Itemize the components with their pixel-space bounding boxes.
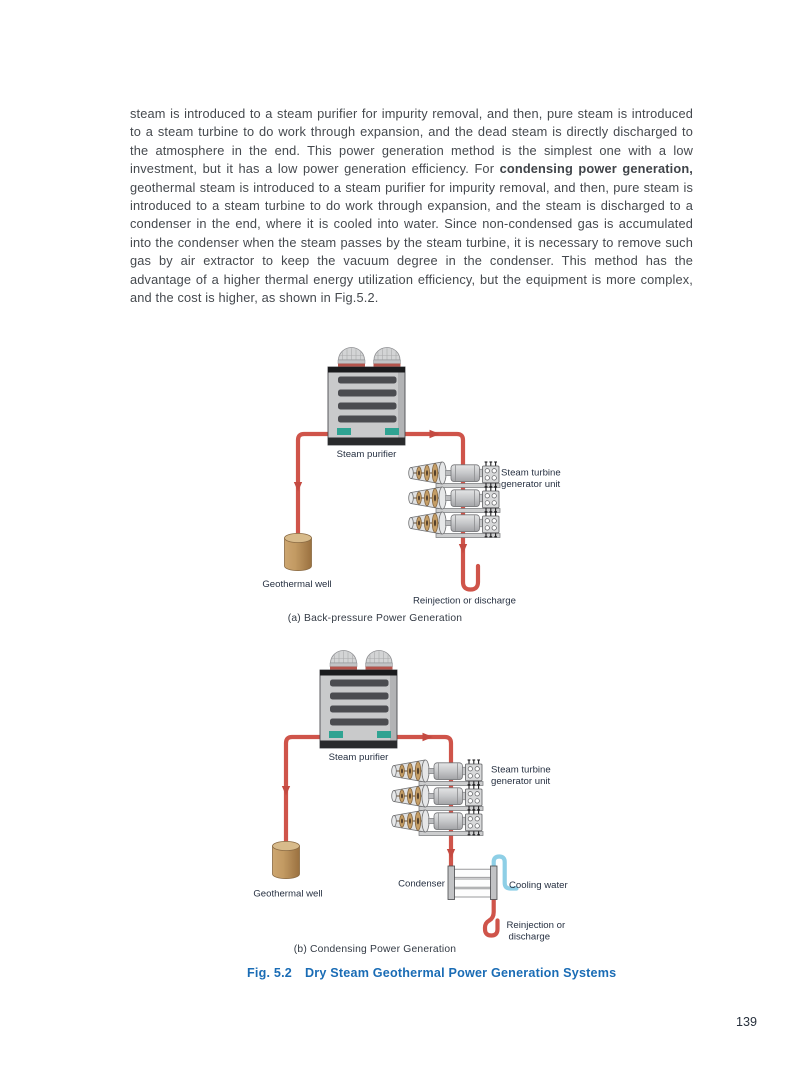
label-steam-purifier: Steam purifier — [336, 449, 397, 460]
caption-diagram-b: (b) Condensing Power Generation — [293, 944, 457, 955]
figure-number: Fig. 5.2 — [247, 966, 292, 980]
label-steam-purifier: Steam purifier — [328, 752, 389, 763]
label-steam-turbine-line2: generator unit — [491, 776, 551, 787]
caption-diagram-a: (a) Back-pressure Power Generation — [287, 613, 463, 624]
turbine-generator-unit — [392, 785, 483, 811]
label-reinjection-line1: Reinjection or — [506, 920, 566, 931]
label-condenser: Condenser — [398, 878, 445, 890]
flow-arrow-icon — [294, 482, 302, 492]
flow-arrow-icon — [447, 849, 455, 859]
label-reinjection: Reinjection or discharge — [413, 595, 516, 607]
figure-title: Dry Steam Geothermal Power Generation Systems — [305, 966, 617, 980]
steam-pipe — [298, 434, 340, 540]
turbine-generator-unit — [392, 810, 483, 836]
flow-arrow-icon — [459, 544, 467, 554]
diagram-a — [262, 348, 560, 607]
turbine-generator-unit — [409, 462, 500, 488]
page-number: 139 — [735, 1015, 757, 1029]
flow-arrow-icon — [423, 733, 434, 741]
steam-purifier-illustration — [320, 651, 397, 749]
label-geothermal-well: Geothermal well — [262, 579, 332, 590]
turbine-generator-unit — [409, 487, 500, 513]
label-reinjection-line2: discharge — [508, 931, 551, 943]
label-steam-turbine-line2: generator unit — [501, 479, 561, 490]
turbine-generator-unit — [392, 760, 483, 786]
geothermal-well-illustration — [285, 533, 312, 570]
turbine-generator-unit — [409, 512, 500, 538]
reinjection-pipe — [485, 898, 498, 936]
paragraph-bold-term: condensing power generation, — [499, 161, 693, 177]
diagram-b — [253, 651, 568, 943]
flow-arrow-icon — [430, 430, 441, 438]
label-steam-turbine-line1: Steam turbine — [491, 764, 551, 776]
geothermal-well-illustration — [273, 841, 300, 878]
paragraph-segment: steam is introduced to a steam purifier for impurity removal, and then, pure steam is introduced to a steam turbine to do work through expansion, and the dead steam is directly discharged to the atmosphere in the end. This power generation method is the simplest one with a low investment, but it has a low power generation efficiency. For — [130, 106, 693, 177]
condenser-illustration — [448, 866, 497, 900]
label-steam-turbine-line1: Steam turbine — [501, 467, 561, 479]
paragraph-segment: geothermal steam is introduced to a steam purifier for impurity removal, and then, pure steam is introduced to a steam turbine to do work through expansion, and the steam is discharged to a condenser in the end, where it is cooled into water. Since non-condensed gas is accumulated into the condenser when the steam passes by the steam turbine, it is necessary to remove such gas by air extractor to keep the vacuum degree in the condenser. This method has the advantage of a higher thermal energy utilization efficiency, but the equipment is more complex, and the cost is higher, as shown in Fig.5.2. — [130, 179, 693, 306]
label-cooling-water: Cooling water — [509, 880, 568, 891]
label-geothermal-well: Geothermal well — [253, 888, 323, 900]
figure-title-line — [247, 966, 616, 980]
steam-purifier-illustration — [328, 348, 405, 446]
flow-arrow-icon — [282, 786, 290, 796]
